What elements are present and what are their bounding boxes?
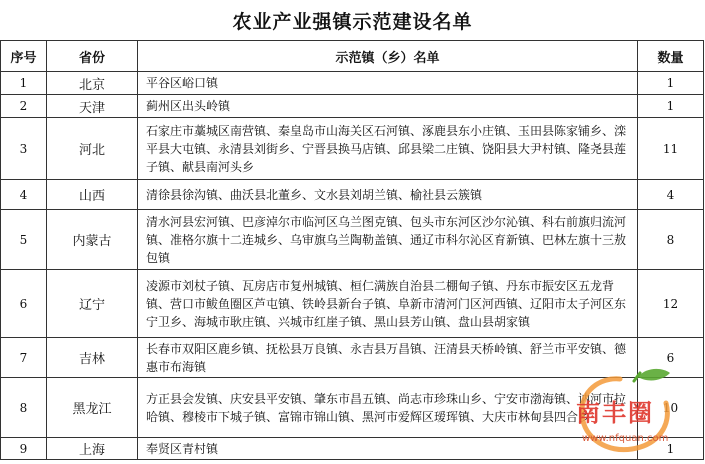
row-count: 8: [638, 210, 704, 270]
table-row: [1, 338, 704, 378]
row-province: 北京: [47, 72, 138, 95]
row-index: 1: [1, 72, 47, 95]
row-index: 4: [1, 180, 47, 210]
header-province: 省份: [47, 41, 138, 72]
row-towns: 凌源市刘杖子镇、瓦房店市复州城镇、桓仁满族自治县二棚甸子镇、丹东市振安区五龙背镇、营口市鲅鱼圈区芦屯镇、铁岭县新台子镇、阜新市清河门区河西镇、辽阳市太子河区东宁卫乡、海城市耿庄镇、兴城市红崖子镇、黑山县芳山镇、盘山县胡家镇: [138, 270, 638, 338]
table-row: [1, 118, 704, 180]
row-province: 黑龙江: [47, 378, 138, 438]
table-row: [1, 180, 704, 210]
header-towns: 示范镇（乡）名单: [138, 41, 638, 72]
row-index: 6: [1, 270, 47, 338]
table-row: [1, 210, 704, 270]
row-count: 12: [638, 270, 704, 338]
row-count: 10: [638, 378, 704, 438]
row-index: 2: [1, 95, 47, 118]
row-count: 1: [638, 438, 704, 460]
row-towns: 方正县会发镇、庆安县平安镇、肇东市昌五镇、尚志市珍珠山乡、宁安市渤海镇、讷河市拉哈镇、穆棱市下城子镇、富锦市锦山镇、黑河市爱辉区瑷珲镇、大庆市林甸县四合乡: [138, 378, 638, 438]
row-province: 天津: [47, 95, 138, 118]
header-index: 序号: [1, 41, 47, 72]
row-towns: 石家庄市藁城区南营镇、秦皇岛市山海关区石河镇、涿鹿县东小庄镇、玉田县陈家铺乡、滦平县大屯镇、永清县刘街乡、宁晋县换马店镇、邱县梁二庄镇、饶阳县大尹村镇、隆尧县莲子镇、献县南河头乡: [138, 118, 638, 180]
row-count: 1: [638, 72, 704, 95]
row-towns: 清徐县徐沟镇、曲沃县北董乡、文水县刘胡兰镇、榆社县云簇镇: [138, 180, 638, 210]
table-row: [1, 95, 704, 118]
row-province: 吉林: [47, 338, 138, 378]
row-index: 9: [1, 438, 47, 460]
header-count: 数量: [638, 41, 704, 72]
watermark-text: 南丰圈: [576, 399, 654, 427]
town-list-table: [0, 40, 704, 460]
row-count: 1: [638, 95, 704, 118]
watermark-url: www.nfquan.com: [582, 433, 669, 444]
row-index: 5: [1, 210, 47, 270]
row-index: 7: [1, 338, 47, 378]
row-index: 3: [1, 118, 47, 180]
row-towns: 奉贤区青村镇: [138, 438, 638, 460]
row-towns: 清水河县宏河镇、巴彦淖尔市临河区乌兰图克镇、包头市东河区沙尔沁镇、科右前旗归流河镇、准格尔旗十二连城乡、乌审旗乌兰陶勒盖镇、通辽市科尔沁区育新镇、巴林左旗十三敖包镇: [138, 210, 638, 270]
table-row: [1, 270, 704, 338]
row-province: 上海: [47, 438, 138, 460]
row-towns: 蓟州区出头岭镇: [138, 95, 638, 118]
row-province: 辽宁: [47, 270, 138, 338]
row-towns: 平谷区峪口镇: [138, 72, 638, 95]
page-title: 农业产业强镇示范建设名单: [232, 10, 473, 33]
table-row: [1, 72, 704, 95]
row-province: 山西: [47, 180, 138, 210]
row-towns: 长春市双阳区鹿乡镇、抚松县万良镇、永吉县万昌镇、汪清县天桥岭镇、舒兰市平安镇、德惠市布海镇: [138, 338, 638, 378]
table-row: [1, 438, 704, 460]
table-header-row: [1, 41, 704, 72]
row-index: 8: [1, 378, 47, 438]
table-row: [1, 378, 704, 438]
row-count: 11: [638, 118, 704, 180]
row-province: 内蒙古: [47, 210, 138, 270]
row-count: 6: [638, 338, 704, 378]
row-province: 河北: [47, 118, 138, 180]
row-count: 4: [638, 180, 704, 210]
